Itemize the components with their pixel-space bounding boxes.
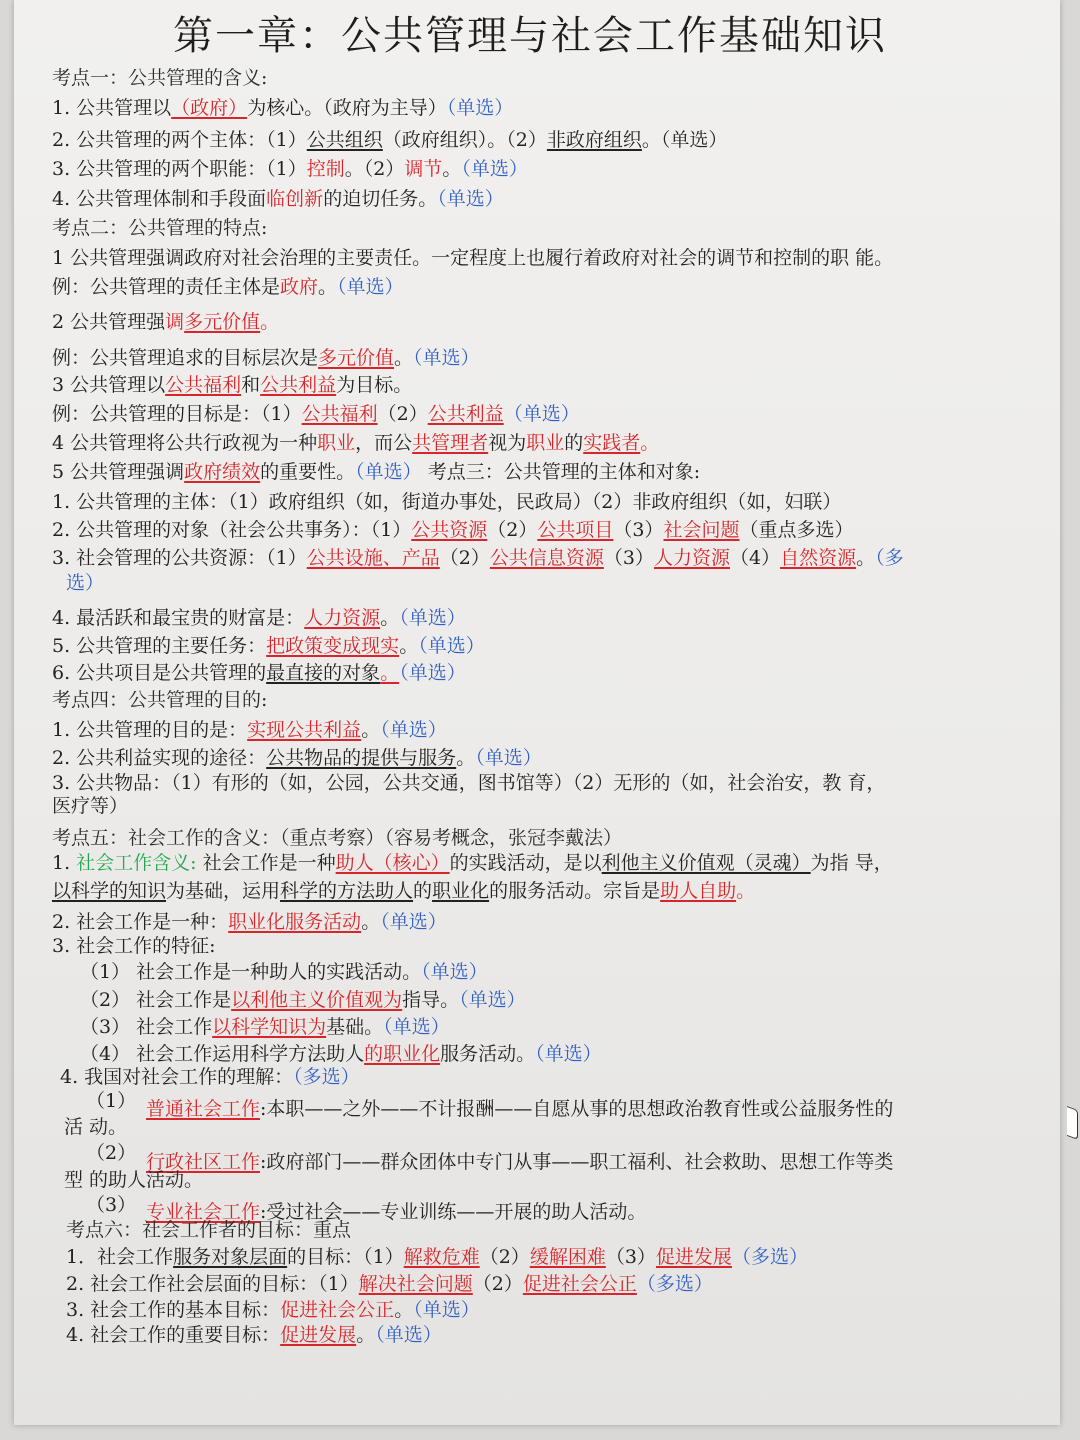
note-text: （3） — [613, 519, 664, 541]
note-text: 活 动。 — [64, 1116, 128, 1138]
note-text: 多元价值 — [318, 347, 395, 369]
note-line — [52, 246, 893, 270]
note-text: 促进发展 — [280, 1324, 357, 1346]
note-line — [146, 1097, 893, 1121]
note-text: （单选） — [446, 97, 514, 119]
note-line — [64, 1115, 127, 1139]
note-text: 调节 — [404, 158, 443, 180]
note-text: （2） — [487, 519, 538, 541]
note-line — [52, 546, 904, 570]
note-text: 公共福利 — [165, 374, 242, 396]
note-text: 基础。 — [326, 1016, 384, 1038]
note-text: 3. 公共管理的两个职能：（1） — [52, 158, 307, 180]
note-text: 多元价值 — [184, 311, 261, 333]
note-text: 。 — [394, 347, 414, 369]
note-text: 临创新 — [266, 188, 324, 210]
note-line — [52, 661, 466, 685]
note-text: （多选） — [731, 1246, 808, 1268]
note-text: 1 公共管理强调政府对社会治理的主要责任。一定程度上也履行着政府对社会的调节和控制的职 能。 — [52, 247, 894, 269]
note-text: 。 — [736, 880, 756, 902]
note-text: 服务活动。 — [440, 1043, 536, 1065]
note-text: 4. 我国对社会工作的理解： — [60, 1066, 294, 1088]
note-text: 考点一：公共管理的含义: — [52, 67, 268, 89]
note-line — [52, 96, 513, 120]
note-text: （3） — [603, 547, 654, 569]
note-text: 为指 导， — [810, 852, 893, 874]
note-text: （4） 社会工作运用科学方法助人 — [80, 1043, 365, 1065]
note-text: （单选） — [421, 961, 488, 983]
note-text: 。 — [356, 1324, 376, 1346]
note-text: 。（2） — [344, 158, 405, 180]
note-text: （单选） — [503, 403, 580, 425]
note-text: （单选） — [399, 607, 466, 629]
note-text: 的重要性。 — [260, 461, 356, 483]
note-line — [52, 634, 485, 658]
note-text: （单选） — [413, 347, 480, 369]
note-text: 5 公共管理强调 — [52, 461, 185, 483]
note-text: （2） 社会工作是 — [80, 989, 232, 1011]
note-line — [146, 1150, 893, 1174]
note-text: （多 — [875, 547, 904, 569]
note-text: （4） — [730, 547, 781, 569]
chapter-title: 第一章：公共管理与社会工作基础知识 — [173, 13, 887, 59]
note-text: 考点四：公共管理的目的: — [52, 689, 268, 711]
note-text: 。 — [456, 747, 476, 769]
note-text: 公共利益 — [427, 403, 504, 425]
note-text: 2. 社会工作社会层面的目标：（1） — [66, 1273, 359, 1295]
note-text: 。 — [260, 311, 280, 333]
note-text: 的实践活动，是以 — [449, 852, 602, 874]
note-text: 。（单选） — [641, 129, 728, 151]
note-text: 助人自助 — [660, 880, 737, 902]
note-text: 。 — [380, 607, 400, 629]
note-text: （2） — [472, 1273, 523, 1295]
note-text: 把政策变成现实 — [266, 635, 400, 657]
note-text: 2. 公共利益实现的途径： — [52, 747, 267, 769]
note-text: 控制 — [306, 158, 345, 180]
note-text: 的迫切任务。 — [323, 188, 438, 210]
note-text: （2） — [86, 1142, 137, 1164]
note-text: 行政社区工作 — [146, 1151, 261, 1173]
note-line — [52, 771, 885, 795]
note-text: 考点三：公共管理的主体和对象: — [421, 461, 701, 483]
note-text: 专业社会工作 — [146, 1201, 261, 1223]
note-line — [86, 1089, 136, 1113]
note-text: （单选） — [475, 747, 542, 769]
note-text: 实践者 — [583, 432, 641, 454]
note-line — [52, 518, 854, 542]
note-text: （单选） — [383, 1016, 450, 1038]
note-text: 公共组织 — [306, 129, 383, 151]
note-text: 为核心。（政府为主导） — [247, 97, 447, 119]
note-text: 助人（核心） — [335, 852, 450, 874]
note-text: 促进社会公正 — [280, 1299, 395, 1321]
note-text: 解救危难 — [403, 1246, 480, 1268]
note-text: 1. 公共管理的主体：（1）政府组织（如，街道办事处，民政局）（2）非政府组织（如，妇联） — [52, 491, 842, 513]
note-line — [60, 1065, 360, 1089]
note-text: 选） — [66, 572, 105, 594]
note-line — [52, 688, 267, 712]
note-text: 考点六：社会工作者的目标：重点 — [66, 1219, 352, 1241]
note-text: 的目标：（1） — [287, 1246, 404, 1268]
note-text: 社会问题 — [663, 519, 740, 541]
note-text: 公共信息资源 — [489, 547, 604, 569]
note-text: 指导。 — [402, 989, 460, 1011]
note-line — [80, 1042, 602, 1066]
note-text: （2） — [439, 547, 490, 569]
note-line — [66, 571, 104, 595]
note-text: 解决社会问题 — [358, 1273, 473, 1295]
note-text: 共管理者 — [412, 432, 489, 454]
note-text: 4. 公共管理体制和手段面 — [52, 188, 267, 210]
note-text: 考点二：公共管理的特点: — [52, 217, 268, 239]
note-line — [52, 490, 841, 514]
note-text: 例：公共管理的目标是：（1） — [52, 403, 302, 425]
note-text: （1） 社会工作是一种助人的实践活动。 — [80, 961, 422, 983]
note-text: （单选） — [399, 662, 466, 684]
note-text: 职业化 — [432, 880, 490, 902]
note-text: 1. 公共管理以 — [52, 97, 172, 119]
note-text: 实现公共利益 — [247, 719, 362, 741]
note-text: 公共福利 — [301, 403, 378, 425]
note-line — [52, 879, 755, 903]
note-text: 。 — [318, 276, 338, 298]
note-text: 型 的助人活动。 — [64, 1169, 204, 1191]
note-text: ，而公 — [355, 432, 413, 454]
note-text: 职业化服务活动 — [228, 911, 362, 933]
note-text: 公共利益 — [260, 374, 337, 396]
note-line — [52, 826, 622, 850]
note-text: 。 — [361, 719, 381, 741]
note-text: 5. 公共管理的主要任务： — [52, 635, 267, 657]
note-text: 缓解困难 — [529, 1246, 606, 1268]
note-text: （1） — [86, 1090, 137, 1112]
note-line — [80, 960, 488, 984]
note-text: （政府） — [171, 97, 248, 119]
note-text: 4. 社会工作的重要目标： — [66, 1324, 281, 1346]
mouse-pointer-icon — [1067, 1106, 1078, 1140]
note-text: 的 — [564, 432, 584, 454]
note-text: 。 — [361, 911, 381, 933]
note-text: 的职业化 — [364, 1043, 441, 1065]
note-text: 6. 公共项目是公共管理的 — [52, 662, 267, 684]
note-line — [52, 310, 279, 334]
note-text: 3. 社会管理的公共资源：（1） — [52, 547, 307, 569]
note-text: 例：公共管理追求的目标层次是 — [52, 347, 319, 369]
note-text: 职业 — [526, 432, 565, 454]
note-line — [52, 157, 528, 181]
note-text: 促进社会公正 — [522, 1273, 637, 1295]
note-line — [52, 373, 412, 397]
note-text: 最直接的对象 — [266, 662, 381, 684]
note-text: 服务对象层面 — [173, 1246, 288, 1268]
note-text: 。 — [856, 547, 876, 569]
note-line — [52, 275, 404, 299]
note-line — [66, 1323, 442, 1347]
note-text: 以科学的知识 — [52, 880, 167, 902]
note-text: 和 — [241, 374, 261, 396]
note-line — [52, 606, 466, 630]
note-text: 。 — [640, 432, 660, 454]
note-line — [66, 1245, 808, 1269]
note-text: （单选） — [535, 1043, 602, 1065]
note-text: 人力资源 — [304, 607, 381, 629]
note-line — [64, 1168, 203, 1192]
note-text: （3） 社会工作 — [80, 1016, 213, 1038]
note-text: 科学的方法助人 — [280, 880, 414, 902]
note-text: （单选） — [413, 1299, 480, 1321]
note-line — [52, 346, 480, 370]
note-text: 。 — [399, 635, 419, 657]
note-text: 公共物品的提供与服务 — [266, 747, 457, 769]
note-line — [52, 128, 727, 152]
note-line — [66, 1218, 351, 1242]
note-text: （多选） — [636, 1273, 713, 1295]
note-text: 2. 公共管理的对象（社会公共事务）：（1） — [52, 519, 412, 541]
note-text: 。 — [442, 158, 462, 180]
note-text: （多选） — [293, 1066, 360, 1088]
note-line — [52, 187, 504, 211]
note-text: （单选） — [459, 989, 526, 1011]
note-text: 人力资源 — [653, 547, 730, 569]
note-text: 4. 最活跃和最宝贵的财富是： — [52, 607, 305, 629]
note-text: （单选） — [418, 635, 485, 657]
note-text: 。 — [380, 662, 400, 684]
note-text: :受过社会——专业训练——开展的助人活动。 — [260, 1201, 647, 1223]
note-text: 的服务活动。宗旨是 — [489, 880, 661, 902]
note-text: 以科学知识为 — [212, 1016, 327, 1038]
note-text: 公共设施、产品 — [306, 547, 440, 569]
note-text: （2） — [479, 1246, 530, 1268]
note-line — [86, 1193, 136, 1217]
note-text: 政府 — [280, 276, 319, 298]
note-text: 1. — [52, 852, 77, 874]
note-text: 。 — [394, 1299, 414, 1321]
note-text: （2） — [377, 403, 428, 425]
note-text: （3） — [86, 1194, 137, 1216]
note-text: 自然资源 — [780, 547, 857, 569]
note-line — [52, 934, 216, 958]
note-text: 促进发展 — [655, 1246, 732, 1268]
note-text: 医疗等） — [52, 795, 129, 817]
note-line — [66, 1272, 713, 1296]
note-text: （重点多选） — [739, 519, 854, 541]
note-text: 1. 公共管理的目的是： — [52, 719, 248, 741]
note-line — [80, 1015, 450, 1039]
note-text: 4 公共管理将公共行政视为一种 — [52, 432, 318, 454]
note-text: （单选） — [337, 276, 404, 298]
note-text: （单选） — [380, 719, 447, 741]
note-text: 职业 — [317, 432, 356, 454]
note-text: （单选） — [380, 911, 447, 933]
note-line — [52, 851, 893, 875]
note-text: 考点五：社会工作的含义：（重点考察）（容易考概念，张冠李戴法） — [52, 827, 623, 849]
note-text: （单选） — [355, 461, 422, 483]
note-line — [52, 460, 700, 484]
note-line — [52, 718, 447, 742]
note-text: 利他主义价值观（灵魂） — [601, 852, 811, 874]
note-text: 的 — [413, 880, 433, 902]
note-text: （单选） — [461, 158, 528, 180]
note-line — [52, 910, 447, 934]
note-text: （3） — [605, 1246, 656, 1268]
note-text: 为基础，运用 — [166, 880, 281, 902]
note-text: 以利他主义价值观为 — [231, 989, 403, 1011]
note-text: 2 公共管理强 — [52, 311, 166, 333]
note-line — [86, 1141, 136, 1165]
note-text: :本职——之外——不计报酬——自愿从事的思想政治教育性或公益服务性的 — [260, 1098, 894, 1120]
note-text: 社会工作是一种 — [196, 852, 336, 874]
note-text: 3. 公共物品：（1）有形的（如，公园，公共交通，图书馆等）（2）无形的（如，社会治安，教 育， — [52, 772, 886, 794]
note-line — [52, 402, 580, 426]
note-line — [80, 988, 526, 1012]
note-text: 非政府组织 — [546, 129, 642, 151]
note-text: 例：公共管理的责任主体是 — [52, 276, 281, 298]
note-line — [52, 66, 267, 90]
note-text: （单选） — [437, 188, 504, 210]
note-text: 公共项目 — [537, 519, 614, 541]
note-line — [52, 216, 267, 240]
note-line — [52, 794, 128, 818]
note-line — [52, 746, 542, 770]
note-text: 社会工作含义: — [76, 852, 197, 874]
note-text: :政府部门——群众团体中专门从事——职工福利、社会救助、思想工作等类 — [260, 1151, 894, 1173]
note-text: 公共资源 — [411, 519, 488, 541]
note-text: 2. 公共管理的两个主体：（1） — [52, 129, 307, 151]
note-text: 3 公共管理以 — [52, 374, 166, 396]
note-text: 3. 社会工作的基本目标： — [66, 1299, 281, 1321]
note-line — [66, 1298, 480, 1322]
note-text: （政府组织）。（2） — [382, 129, 547, 151]
note-line — [52, 431, 659, 455]
note-text: 3. 社会工作的特征: — [52, 935, 216, 957]
note-text: 2. 社会工作是一种： — [52, 911, 229, 933]
note-text: 政府绩效 — [184, 461, 261, 483]
note-text: 普通社会工作 — [146, 1098, 261, 1120]
note-text: 为目标。 — [336, 374, 413, 396]
note-text: 调 — [165, 311, 185, 333]
note-text: （单选） — [375, 1324, 442, 1346]
note-text: 1．社会工作 — [66, 1246, 174, 1268]
note-text: 视为 — [488, 432, 527, 454]
